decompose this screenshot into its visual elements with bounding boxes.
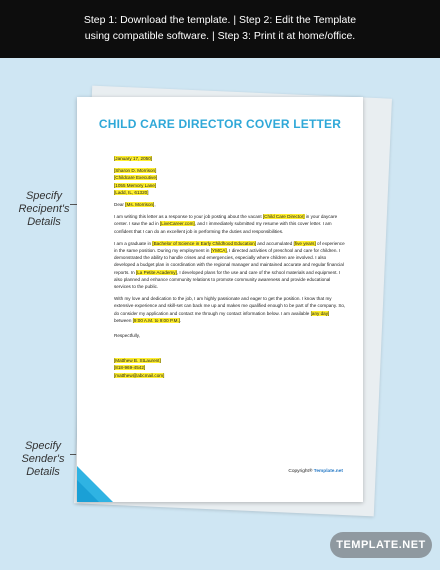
sender-email: [matthew@abcmail.com] — [114, 372, 165, 378]
banner-line-1: Step 1: Download the template. | Step 2: Edit the Template — [83, 14, 357, 26]
recipient-city: [Ladd, IL, 61320] — [114, 189, 149, 195]
paragraph-3: With my love and dedication to the job, I am highly passionate and eager to get the position. I know that my extensive experience and skill-set can back me up and makes me qualified enough to be part of the company. So, do consider my application and contact me through my contact information below. I am available [any day] between [9:00 A.M. to 9:00 P.M.]. — [114, 296, 346, 323]
paragraph-2: I am a graduate in [Bachelor of Science in Early Childhood Education] and accumulated [five years] of experience in the same position. During my employment in [YMCA], I directed activities of preschool and care for children. I demonstrated the ability to handle crises and emergencies, especially where children are involved. I also developed a budget plan in coordination with the regional manager and maintained accurate and regular financial reports. In [La Petite Academy], I developed plans for the use and care of the school materials and equipment. I also planned and enhance community relations to promote community awareness and provide educational services to the public. — [114, 240, 345, 290]
sender-block — [114, 357, 346, 379]
letter-title: CHILD CARE DIRECTOR COVER LETTER — [98, 117, 342, 131]
recipient-name: [Sharon D. Morrison] — [114, 168, 157, 174]
copyright: Copyright® Template.net — [288, 469, 343, 474]
sender-name: [Matthew B. StLaurent] — [114, 358, 161, 364]
callout-recipient: Specify Recipent's Details — [18, 190, 70, 228]
recipient-block — [114, 167, 346, 196]
letter-date: [January 17, 2050] — [114, 156, 153, 161]
letter-body — [114, 155, 346, 384]
salutation: Dear [Ms. Morrison], — [114, 202, 156, 208]
copyright-link[interactable]: Template.net — [313, 469, 343, 474]
closing: Respectfully, — [114, 333, 140, 339]
banner-line-2: using compatible software. | Step 3: Print it at home/office. — [84, 30, 356, 42]
paragraph-1: I am writing this letter as a response to your job posting about the vacant [Child Care Director] in your daycare center. I saw the ad in [LiveCareer.com], and I immediately submitted my resume with this cover letter. I am confident that I can do an excellent job in performing the duties and responsibilities. — [114, 214, 338, 234]
callout-sender: Specify Sender's Details — [21, 440, 65, 478]
sender-phone: [818-969-4542] — [114, 365, 146, 371]
recipient-street: [1055 Memory Lane] — [114, 182, 157, 188]
watermark-badge: TEMPLATE.NET — [330, 532, 432, 558]
recipient-title: [Childcare Executive] — [114, 175, 158, 181]
letter-page — [77, 97, 363, 502]
instructions-banner — [0, 0, 440, 58]
corner-decoration-inner — [77, 480, 99, 502]
